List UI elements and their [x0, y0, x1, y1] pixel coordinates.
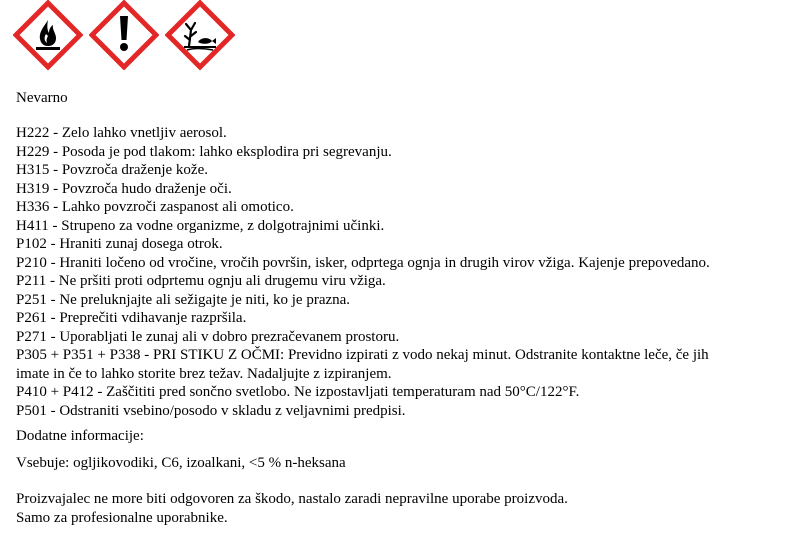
- statement-line: P271 - Uporabljati le zunaj ali v dobro prezračevanem prostoru.: [16, 328, 400, 345]
- environment-hazard-icon: [165, 0, 235, 70]
- statement-line: P410 + P412 - Zaščititi pred sončno svetlobo. Ne izpostavljati temperaturam nad 50°C/122°F.: [16, 384, 580, 400]
- flame-icon: [13, 0, 83, 70]
- statement-line: P251 - Ne preluknjajte ali sežigajte je niti, ko je prazna.: [16, 291, 351, 308]
- footer-line: Proizvajalec ne more biti odgovoren za škodo, nastalo zaradi nepravilne uporabe proizvoda.: [16, 491, 568, 507]
- statement-line: P501 - Odstraniti vsebino/posodo v skladu z veljavnimi predpisi.: [16, 402, 406, 419]
- footer-line: Samo za profesionalne uporabnike.: [16, 509, 228, 526]
- hazard-pictograms: [13, 0, 253, 70]
- footer-notes: [16, 490, 568, 527]
- statement-line: P102 - Hraniti zunaj dosega otrok.: [16, 236, 223, 252]
- statement-line: H229 - Posoda je pod tlakom: lahko eksplodira pri segrevanju.: [16, 143, 392, 160]
- hazard-precautionary-statements: [16, 124, 710, 420]
- additional-info-title: Dodatne informacije:: [16, 428, 144, 444]
- exclamation-mark-icon: [89, 0, 159, 70]
- statement-line: H411 - Strupeno za vodne organizme, z dolgotrajnimi učinki.: [16, 217, 385, 234]
- statement-line: H222 - Zelo lahko vnetljiv aerosol.: [16, 125, 227, 141]
- statement-line: H336 - Lahko povzroči zaspanost ali omotico.: [16, 199, 294, 215]
- statement-line: imate in če to lahko storite brez težav. Nadaljujte z izpiranjem.: [16, 365, 392, 382]
- statement-line: P210 - Hraniti ločeno od vročine, vročih površin, isker, odprtega ognja in drugih virov vžiga. Kajenje prepovedano.: [16, 254, 710, 271]
- statement-line: P261 - Preprečiti vdihavanje razpršila.: [16, 310, 247, 326]
- statement-line: P211 - Ne pršiti proti odprtemu ognju ali drugemu viru vžiga.: [16, 273, 386, 289]
- signal-word: Nevarno: [16, 90, 68, 106]
- contains-line: Vsebuje: ogljikovodiki, C6, izoalkani, <5 % n-heksana: [16, 455, 346, 471]
- statement-line: H315 - Povzroča draženje kože.: [16, 162, 208, 178]
- statement-line: H319 - Povzroča hudo draženje oči.: [16, 180, 232, 197]
- statement-line: P305 + P351 + P338 - PRI STIKU Z OČMI: Previdno izpirati z vodo nekaj minut. Odstranite kontaktne leče, če jih: [16, 347, 709, 363]
